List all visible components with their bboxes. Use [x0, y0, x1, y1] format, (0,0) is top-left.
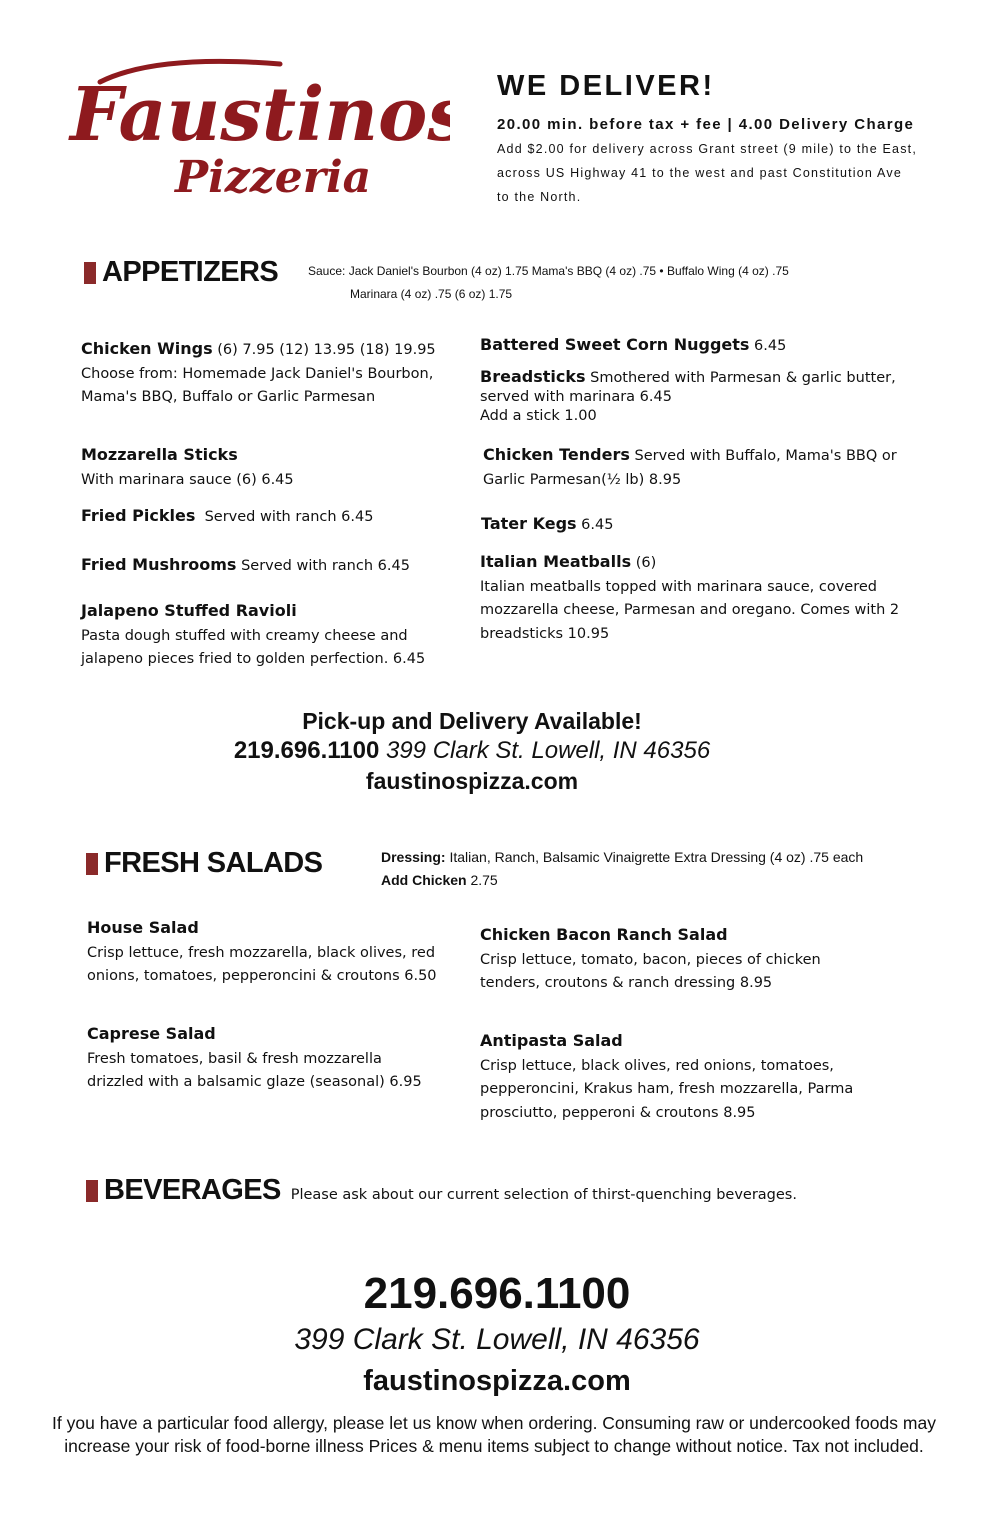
dressing-text: Italian, Ranch, Balsamic Vinaigrette Extra Dressing (4 oz) .75 each	[449, 849, 864, 865]
footer-block	[5, 1268, 984, 1402]
dressing-label: Dressing:	[381, 849, 446, 865]
item-price: (6) 7.95 (12) 13.95 (18) 19.95	[217, 342, 436, 358]
item-desc: Served with Buffalo, Mama's BBQ or Garlic Parmesan(½ lb) 8.95	[483, 448, 897, 488]
item-name: Battered Sweet Corn Nuggets	[480, 335, 750, 354]
item-name: Fried Pickles	[81, 506, 196, 525]
item-name: House Salad	[87, 918, 199, 937]
item-desc: Served with ranch 6.45	[241, 558, 410, 574]
footer-phone: 219.696.1100	[363, 1269, 631, 1318]
item-desc: Smothered with Parmesan & garlic butter, served with marinara 6.45	[480, 370, 896, 405]
appetizers-heading-text: APPETIZERS	[102, 256, 279, 288]
menu-item-fried-pickles	[81, 504, 456, 530]
item-desc: Fresh tomatoes, basil & fresh mozzarella drizzled with a balsamic glaze (seasonal) 6.95	[87, 1050, 422, 1090]
sauce-line-2: Marinara (4 oz) .75 (6 oz) 1.75	[350, 287, 513, 301]
menu-item-mozzarella-sticks	[81, 443, 456, 492]
menu-item-italian-meatballs	[480, 550, 920, 646]
item-count: (6)	[635, 555, 657, 571]
item-name: Chicken Bacon Ranch Salad	[480, 925, 728, 944]
item-desc: With marinara sauce (6) 6.45	[81, 471, 294, 488]
promo-phone: 219.696.1100	[233, 737, 380, 764]
item-desc: Pasta dough stuffed with creamy cheese and jalapeno pieces fried to golden perfection. 6.45	[81, 627, 426, 667]
promo-contact	[0, 736, 964, 766]
beverages-note: Please ask about our current selection of thirst-quenching beverages.	[290, 1187, 797, 1203]
item-desc: Italian meatballs topped with marinara sauce, covered mozzarella cheese, Parmesan and oregano. Comes with 2 breadsticks 10.95	[480, 578, 900, 642]
footer-web: faustinospizza.com	[363, 1365, 631, 1397]
salads-heading-text: FRESH SALADS	[104, 847, 323, 879]
item-name: Mozzarella Sticks	[81, 445, 238, 464]
disclaimer	[2, 1412, 984, 1458]
disclaimer-line-2: increase your risk of food-borne illness Prices & menu items subject to change without notice. Tax not included.	[64, 1436, 924, 1456]
section-marker	[86, 853, 98, 875]
beverages-heading-text: BEVERAGES	[104, 1174, 281, 1207]
menu-item-tater-kegs	[481, 512, 921, 538]
menu-item-breadsticks	[480, 367, 920, 426]
menu-item-jalapeno-ravioli	[81, 599, 456, 672]
item-desc: Crisp lettuce, tomato, bacon, pieces of chicken tenders, croutons & ranch dressing 8.95	[480, 951, 821, 991]
disclaimer-line-1: If you have a particular food allergy, please let us know when ordering. Consuming raw or undercooked foods may	[52, 1413, 936, 1433]
promo-block	[0, 706, 964, 797]
menu-item-antipasta-salad	[480, 1029, 900, 1125]
add-chicken-label: Add Chicken	[381, 872, 467, 888]
item-desc: Crisp lettuce, fresh mozzarella, black olives, red onions, tomatoes, pepperoncini & croutons 6.50	[87, 944, 437, 984]
logo-sub-text: Pizzeria	[175, 152, 372, 203]
delivery-title: WE DELIVER!	[497, 70, 715, 102]
item-price: 6.45	[754, 338, 787, 354]
promo-web: faustinospizza.com	[365, 768, 579, 794]
sauce-line-1: Sauce: Jack Daniel's Bourbon (4 oz) 1.75 Mama's BBQ (4 oz) .75 • Buffalo Wing (4 oz) .75	[308, 264, 789, 278]
promo-line: Pick-up and Delivery Available!	[302, 708, 642, 734]
add-chicken-price: 2.75	[470, 872, 498, 888]
delivery-info	[497, 113, 917, 209]
menu-item-chicken-tenders	[483, 443, 923, 492]
menu-item-house-salad	[87, 916, 447, 989]
menu-item-chicken-wings	[81, 337, 456, 410]
item-desc: Crisp lettuce, black olives, red onions, tomatoes, pepperoncini, Krakus ham, fresh mozzarella, Parma prosciutto, pepperoni & croutons 8.95	[480, 1057, 854, 1121]
salads-heading	[86, 847, 322, 880]
dressing-note	[381, 846, 863, 869]
menu-item-caprese-salad	[87, 1022, 427, 1095]
item-name: Fried Mushrooms	[81, 555, 237, 574]
menu-item-fried-mushrooms	[81, 553, 456, 579]
footer-address: 399 Clark St. Lowell, IN 46356	[294, 1323, 700, 1356]
delivery-fee-text: 20.00 min. before tax + fee | 4.00 Delivery Charge	[497, 116, 915, 133]
menu-item-corn-nuggets	[480, 333, 920, 359]
item-name: Tater Kegs	[481, 514, 577, 533]
menu-item-chicken-bacon-ranch	[480, 923, 880, 996]
delivery-area-text: Add $2.00 for delivery across Grant street (9 mile) to the East, across US Highway 41 to the west and past Constitution Ave to the North.	[497, 142, 918, 204]
section-marker	[86, 1180, 98, 1202]
logo-brand-text: Faustinos	[70, 72, 450, 158]
beverages-heading	[86, 1174, 797, 1208]
item-name: Jalapeno Stuffed Ravioli	[81, 601, 297, 620]
section-marker	[84, 262, 96, 284]
item-name: Chicken Tenders	[483, 445, 630, 464]
item-name: Breadsticks	[480, 367, 586, 386]
promo-address: 399 Clark St. Lowell, IN 46356	[385, 737, 711, 764]
item-name: Caprese Salad	[87, 1024, 216, 1043]
item-name: Chicken Wings	[81, 339, 213, 358]
item-price: 6.45	[581, 517, 614, 533]
item-desc: Choose from: Homemade Jack Daniel's Bourbon, Mama's BBQ, Buffalo or Garlic Parmesan	[81, 365, 434, 405]
item-name: Antipasta Salad	[480, 1031, 623, 1050]
add-chicken-note	[381, 869, 498, 892]
item-desc: Served with ranch 6.45	[204, 509, 374, 525]
item-extra: Add a stick 1.00	[480, 408, 597, 424]
item-name: Italian Meatballs	[480, 552, 632, 571]
brand-logo	[60, 52, 450, 212]
appetizers-heading	[84, 256, 278, 289]
